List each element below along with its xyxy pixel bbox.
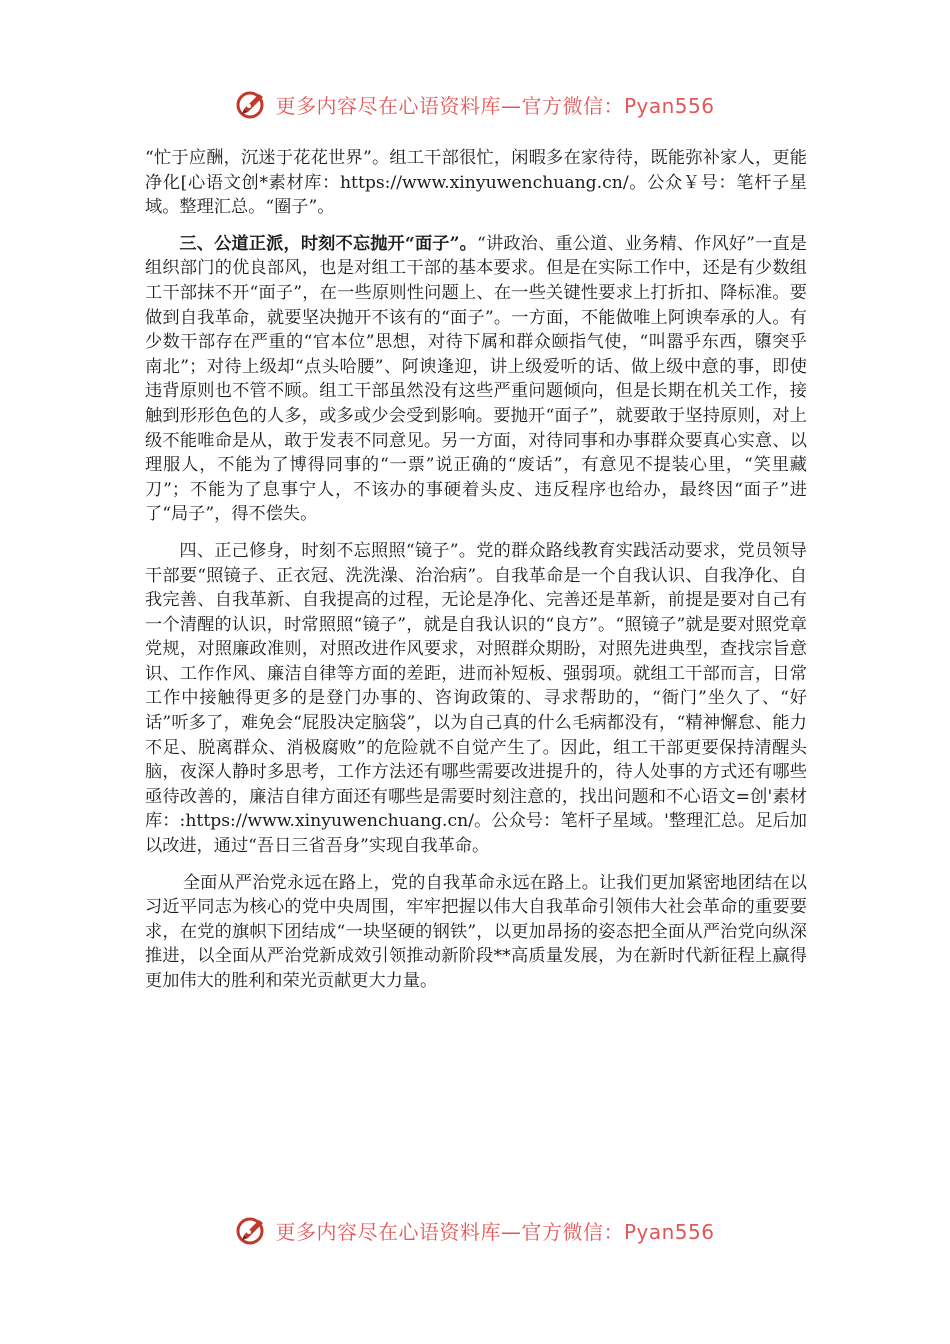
pen-circle-logo-icon — [235, 1213, 269, 1247]
section-heading-3: 三、公道正派，时刻不忘抛开“面子”。 — [179, 233, 478, 254]
paragraph-3: 四、正己修身，时刻不忘照照“镜子”。党的群众路线教育实践活动要求，党员领导干部要“照镜子、正衣冠、洗洗澡、治治病”。自我革命是一个自我认识、自我净化、自我完善、自我革新、自我提高的过程，无论是净化、完善还是革新，前提是要对自己有一个清醒的认识，时常照照“镜子”，就是自我认识的“良方”。“照镜子”就是要对照党章党规，对照廉政准则，对照改进作风要求，对照群众期盼，对照先进典型，查找宗旨意识、工作作风、廉洁自律等方面的差距，进而补短板、强弱项。就组工干部而言，日常工作中接触得更多的是登门办事的、咨询政策的、寻求帮助的，“衙门”坐久了、“好话”听多了，难免会“屁股决定脑袋”，以为自己真的什么毛病都没有，“精神懈怠、能力不足、脱离群众、消极腐败”的危险就不自觉产生了。因此，组工干部更要保持清醒头脑，夜深人静时多思考，工作方法还有哪些需要改进提升的，待人处事的方式还有哪些亟待改善的，廉洁自律方面还有哪些是需要时刻注意的，找出问题和不心语文=创'素材库：:https://www.xinyuwenchuang.cn/。公众号：笔杆子星域。'整理汇总。足后加以改进，通过“吾日三省吾身”实现自我革命。 — [145, 540, 807, 857]
header-banner — [0, 84, 950, 124]
document-body — [145, 146, 807, 994]
footer-banner — [0, 1210, 950, 1250]
pen-circle-logo-icon — [235, 87, 269, 121]
paragraph-4: 全面从严治党永远在路上，党的自我革命永远在路上。让我们更加紧密地团结在以习近平同志为核心的党中央周围，牢牢把握以伟大自我革命引领伟大社会革命的重要要求，在党的旗帜下团结成“一块坚硬的钢铁”，以更加昂扬的姿态把全面从严治党向纵深推进，以全面从严治党新成效引领推动新阶段**高质量发展，为在新时代新征程上赢得更加伟大的胜利和荣光贡献更大力量。 — [145, 872, 807, 991]
banner-text: 更多内容尽在心语资料库—官方微信：Pyan556 — [275, 93, 715, 118]
paragraph-2 — [145, 232, 807, 527]
paragraph-1: “忙于应酬，沉迷于花花世界”。组工干部很忙，闲暇多在家待待，既能弥补家人，更能净化[心语文创*素材库：https://www.xinyuwenchuang.cn/。公众￥号：笔杆子星域。整理汇总。“圈子”。 — [145, 148, 807, 218]
paragraph-2-body: “讲政治、重公道、业务精、作风好”一直是组织部门的优良部风，也是对组工干部的基本要求。但是在实际工作中，还是有少数组工干部抹不开“面子”，在一些原则性问题上、在一些关键性要求上打折扣、降标准。要做到自我革命，就要坚决抛开不该有的“面子”。一方面，不能做唯上阿谀奉承的人。有少数干部存在严重的“官本位”思想，对待下属和群众颐指气使，“叫嚣乎东西，隳突乎南北”；对待上级却“点头哈腰”、阿谀逢迎，讲上级爱听的话、做上级中意的事，即使违背原则也不管不顾。组工干部虽然没有这些严重问题倾向，但是长期在机关工作，接触到形形色色的人多，或多或少会受到影响。要抛开“面子”，就要敢于坚持原则，对上级不能唯命是从，敢于发表不同意见。另一方面，对待同事和办事群众要真心实意、以理服人，不能为了博得同事的“一票”说正确的“废话”，有意见不提装心里，“笑里藏刀”；不能为了息事宁人，不该办的事硬着头皮、违反程序也给办，最终因“面子”进了“局子”，得不偿失。 — [145, 233, 807, 525]
banner-text: 更多内容尽在心语资料库—官方微信：Pyan556 — [275, 1219, 715, 1244]
